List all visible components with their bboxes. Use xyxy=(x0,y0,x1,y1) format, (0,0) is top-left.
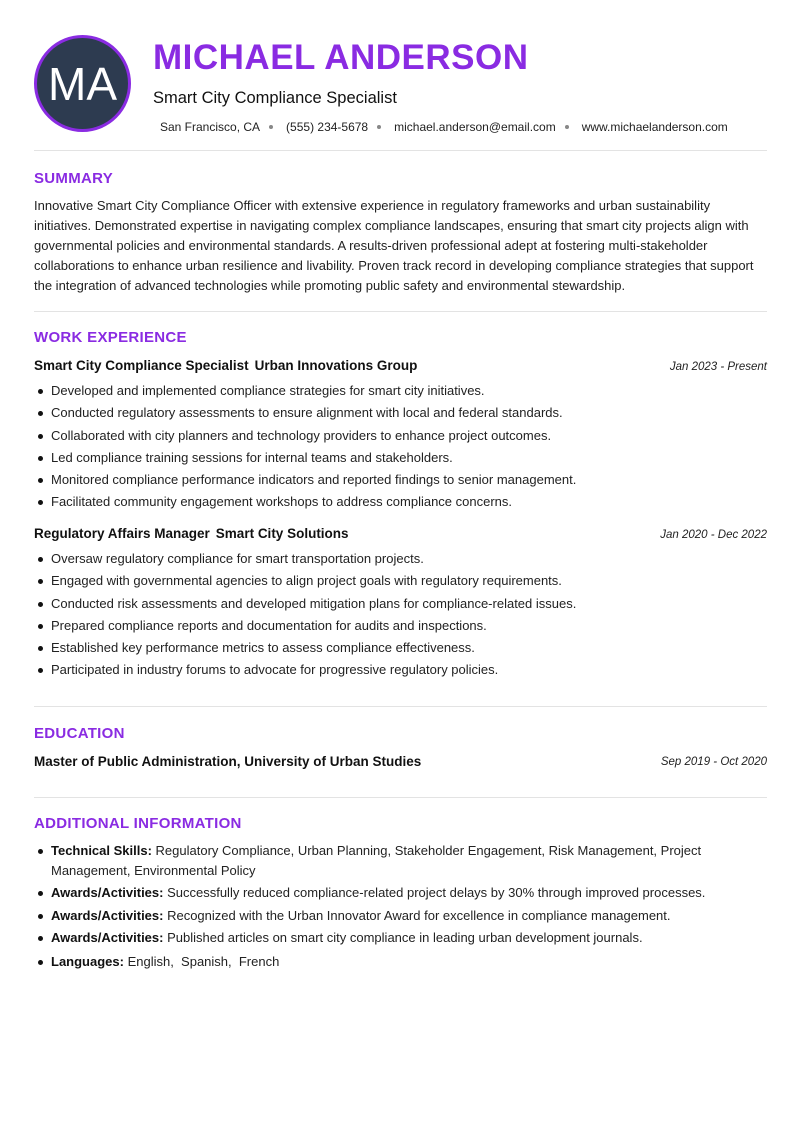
list-item: Established key performance metrics to assess compliance effectiveness. xyxy=(34,637,769,659)
contact-website[interactable]: www.michaelanderson.com xyxy=(581,120,728,134)
job-role: Regulatory Affairs Manager xyxy=(34,526,210,541)
item-text: Successfully reduced compliance-related project delays by 30% through improved processes. xyxy=(163,885,706,900)
list-item: Participated in industry forums to advocate for progressive regulatory policies. xyxy=(34,659,769,681)
job-title xyxy=(34,358,417,373)
list-item: Prepared compliance reports and documentation for audits and inspections. xyxy=(34,615,769,637)
avatar-initials: MA xyxy=(48,57,117,110)
job-role: Smart City Compliance Specialist xyxy=(34,358,249,373)
item-text: Regulatory Compliance, Urban Planning, Stakeholder Engagement, Risk Management, Project Management, Environmental Policy xyxy=(51,843,702,878)
job-dates: Jan 2020 - Dec 2022 xyxy=(660,529,767,541)
job-bullets xyxy=(34,380,769,514)
job-bullets xyxy=(34,548,769,682)
job-title xyxy=(34,526,349,541)
list-item xyxy=(34,952,769,972)
divider xyxy=(34,706,767,707)
item-label: Languages: xyxy=(51,953,124,969)
list-item: Engaged with governmental agencies to align project goals with regulatory requirements. xyxy=(34,570,769,592)
divider xyxy=(34,150,767,151)
list-item: Developed and implemented compliance strategies for smart city initiatives. xyxy=(34,380,769,402)
item-label: Technical Skills: xyxy=(51,843,152,858)
contact-location: San Francisco, CA xyxy=(160,120,261,134)
list-item xyxy=(34,883,769,903)
divider xyxy=(34,797,767,798)
list-item: Conducted risk assessments and developed mitigation plans for compliance-related issues. xyxy=(34,593,769,615)
list-item xyxy=(34,928,769,948)
separator-dot-icon xyxy=(269,125,273,129)
separator-dot-icon xyxy=(377,125,381,129)
education-degree: Master of Public Administration, University of Urban Studies xyxy=(34,754,422,769)
experience-heading: WORK EXPERIENCE xyxy=(34,329,187,346)
candidate-name: MICHAEL ANDERSON xyxy=(153,38,529,77)
list-item: Oversaw regulatory compliance for smart transportation projects. xyxy=(34,548,769,570)
candidate-title: Smart City Compliance Specialist xyxy=(153,89,397,107)
job-dates: Jan 2023 - Present xyxy=(669,361,767,373)
job-company: Urban Innovations Group xyxy=(254,358,418,373)
list-item xyxy=(34,841,769,880)
list-item xyxy=(34,906,769,926)
education-dates: Sep 2019 - Oct 2020 xyxy=(660,756,767,768)
additional-list xyxy=(34,841,769,974)
contact-phone: (555) 234-5678 xyxy=(286,120,369,134)
summary-heading: SUMMARY xyxy=(34,170,114,187)
separator-dot-icon xyxy=(565,125,569,129)
list-item: Facilitated community engagement workshops to address compliance concerns. xyxy=(34,491,769,513)
job-company: Smart City Solutions xyxy=(215,526,349,541)
avatar xyxy=(34,35,131,132)
item-label: Awards/Activities: xyxy=(51,930,164,945)
item-label: Awards/Activities: xyxy=(51,907,164,923)
list-item: Collaborated with city planners and technology providers to enhance project outcomes. xyxy=(34,425,769,447)
additional-heading: ADDITIONAL INFORMATION xyxy=(34,815,242,832)
item-text: English, Spanish, French xyxy=(123,953,280,969)
divider xyxy=(34,311,767,312)
list-item: Led compliance training sessions for internal teams and stakeholders. xyxy=(34,447,769,469)
contact-bar xyxy=(160,120,728,134)
education-heading: EDUCATION xyxy=(34,725,125,742)
item-text: Published articles on smart city compliance in leading urban development journals. xyxy=(163,930,643,945)
summary-text: Innovative Smart City Compliance Officer with extensive experience in regulatory frameworks and urban sustainability initiatives. Demonstrated expertise in navigating complex compliance landscapes, ensuring that smart city projects align with governmental policies and environmental standards. A results-driven professional adept at fostering multi-stakeholder collaborations to enhance urban resilience and livability. Proven track record in developing compliance strategies that support the integration of advanced technologies while promoting public safety and environmental stewardship. xyxy=(34,198,754,293)
contact-email[interactable]: michael.anderson@email.com xyxy=(394,120,556,134)
item-text: Recognized with the Urban Innovator Award for excellence in compliance management. xyxy=(163,907,671,923)
list-item: Conducted regulatory assessments to ensure alignment with local and federal standards. xyxy=(34,402,769,424)
item-label: Awards/Activities: xyxy=(51,885,164,900)
list-item: Monitored compliance performance indicators and reported findings to senior management. xyxy=(34,469,769,491)
